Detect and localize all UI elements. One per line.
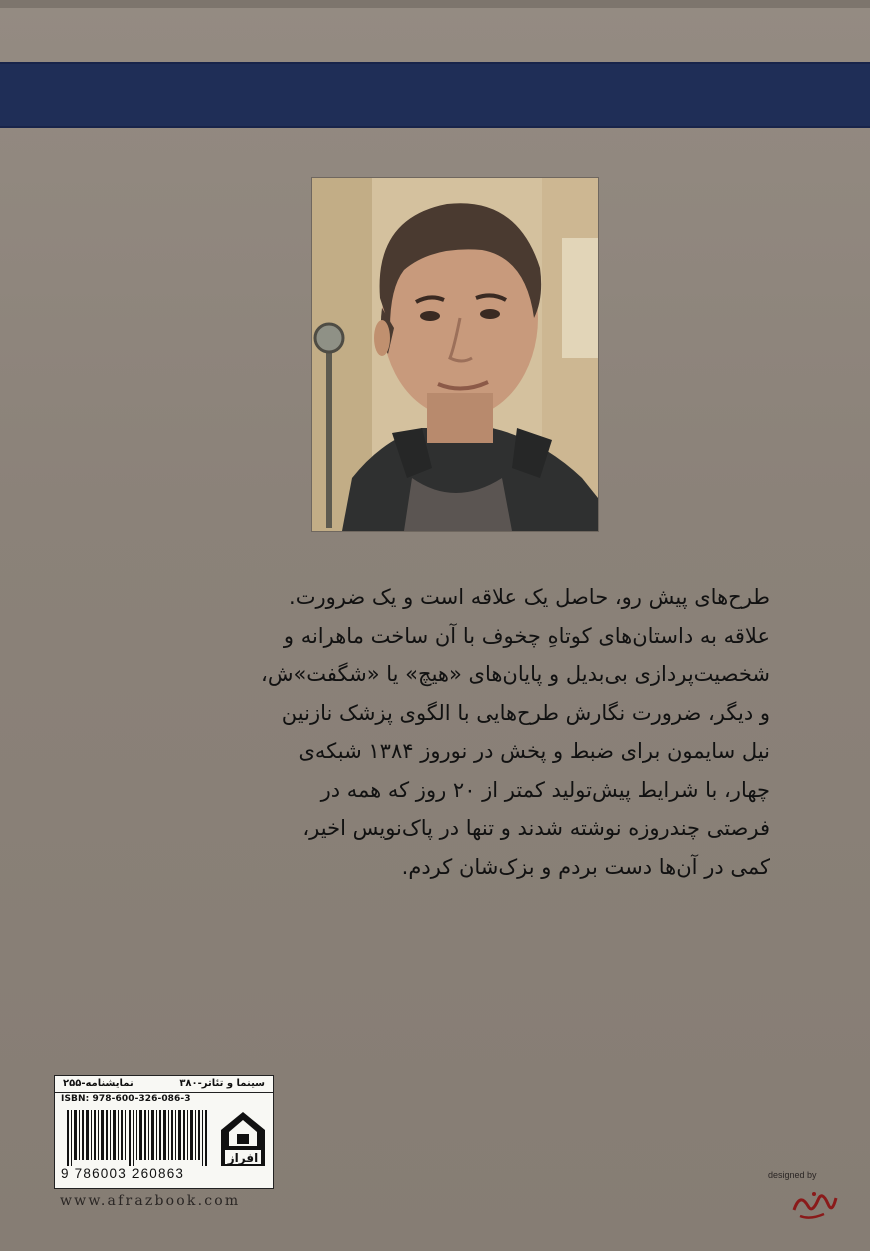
blurb-line: علاقه به داستان‌های کوتاهِ چخوف با آن ساخت ماهرانه و bbox=[283, 623, 770, 648]
blurb-line: طرح‌های پیش رو، حاصل یک علاقه است و یک ضرورت. bbox=[289, 585, 770, 609]
top-color-band bbox=[0, 62, 870, 128]
back-cover-blurb bbox=[120, 578, 770, 886]
barcode-box bbox=[54, 1075, 274, 1189]
blurb-line: کمی در آن‌ها دست بردم و بزک‌شان کردم. bbox=[401, 854, 770, 879]
cover-top-edge bbox=[0, 0, 870, 8]
blurb-line: فرصتی چندروزه نوشته شدند و تنها در پاک‌نویس اخیر، bbox=[302, 816, 770, 840]
blurb-line: و دیگر، ضرورت نگارش طرح‌هایی با الگوی پزشک نازنین bbox=[281, 700, 770, 725]
author-photo bbox=[312, 178, 598, 531]
publisher-website: www.afrazbook.com bbox=[60, 1193, 241, 1209]
blurb-line: نیل سایمون برای ضبط و پخش در نوروز ۱۳۸۴ شبکه‌ی bbox=[298, 739, 770, 763]
publisher-logo-icon bbox=[219, 1110, 267, 1168]
blurb-line: شخصیت‌پردازی بی‌بدیل و پایان‌های «هیچ» یا «شگفت»ش، bbox=[261, 662, 770, 686]
series-cinema-theatre: سینما و تئاتر-۳۸۰ bbox=[179, 1078, 265, 1089]
blurb-line: چهار، با شرایط پیش‌تولید کمتر از ۲۰ روز که همه در bbox=[320, 777, 770, 802]
barcode-bars bbox=[67, 1110, 213, 1166]
designer-signature-icon bbox=[790, 1186, 838, 1222]
series-header bbox=[55, 1076, 273, 1093]
isbn-label: ISBN: 978-600-326-086-3 bbox=[61, 1094, 191, 1104]
author-portrait-illustration bbox=[312, 178, 598, 531]
designed-by-label: designed by bbox=[768, 1170, 817, 1180]
svg-text:افراز: افراز bbox=[227, 1151, 259, 1165]
series-play: نمایشنامه-۲۵۵ bbox=[63, 1078, 134, 1089]
barcode-number: 9 786003 260863 bbox=[61, 1166, 185, 1181]
